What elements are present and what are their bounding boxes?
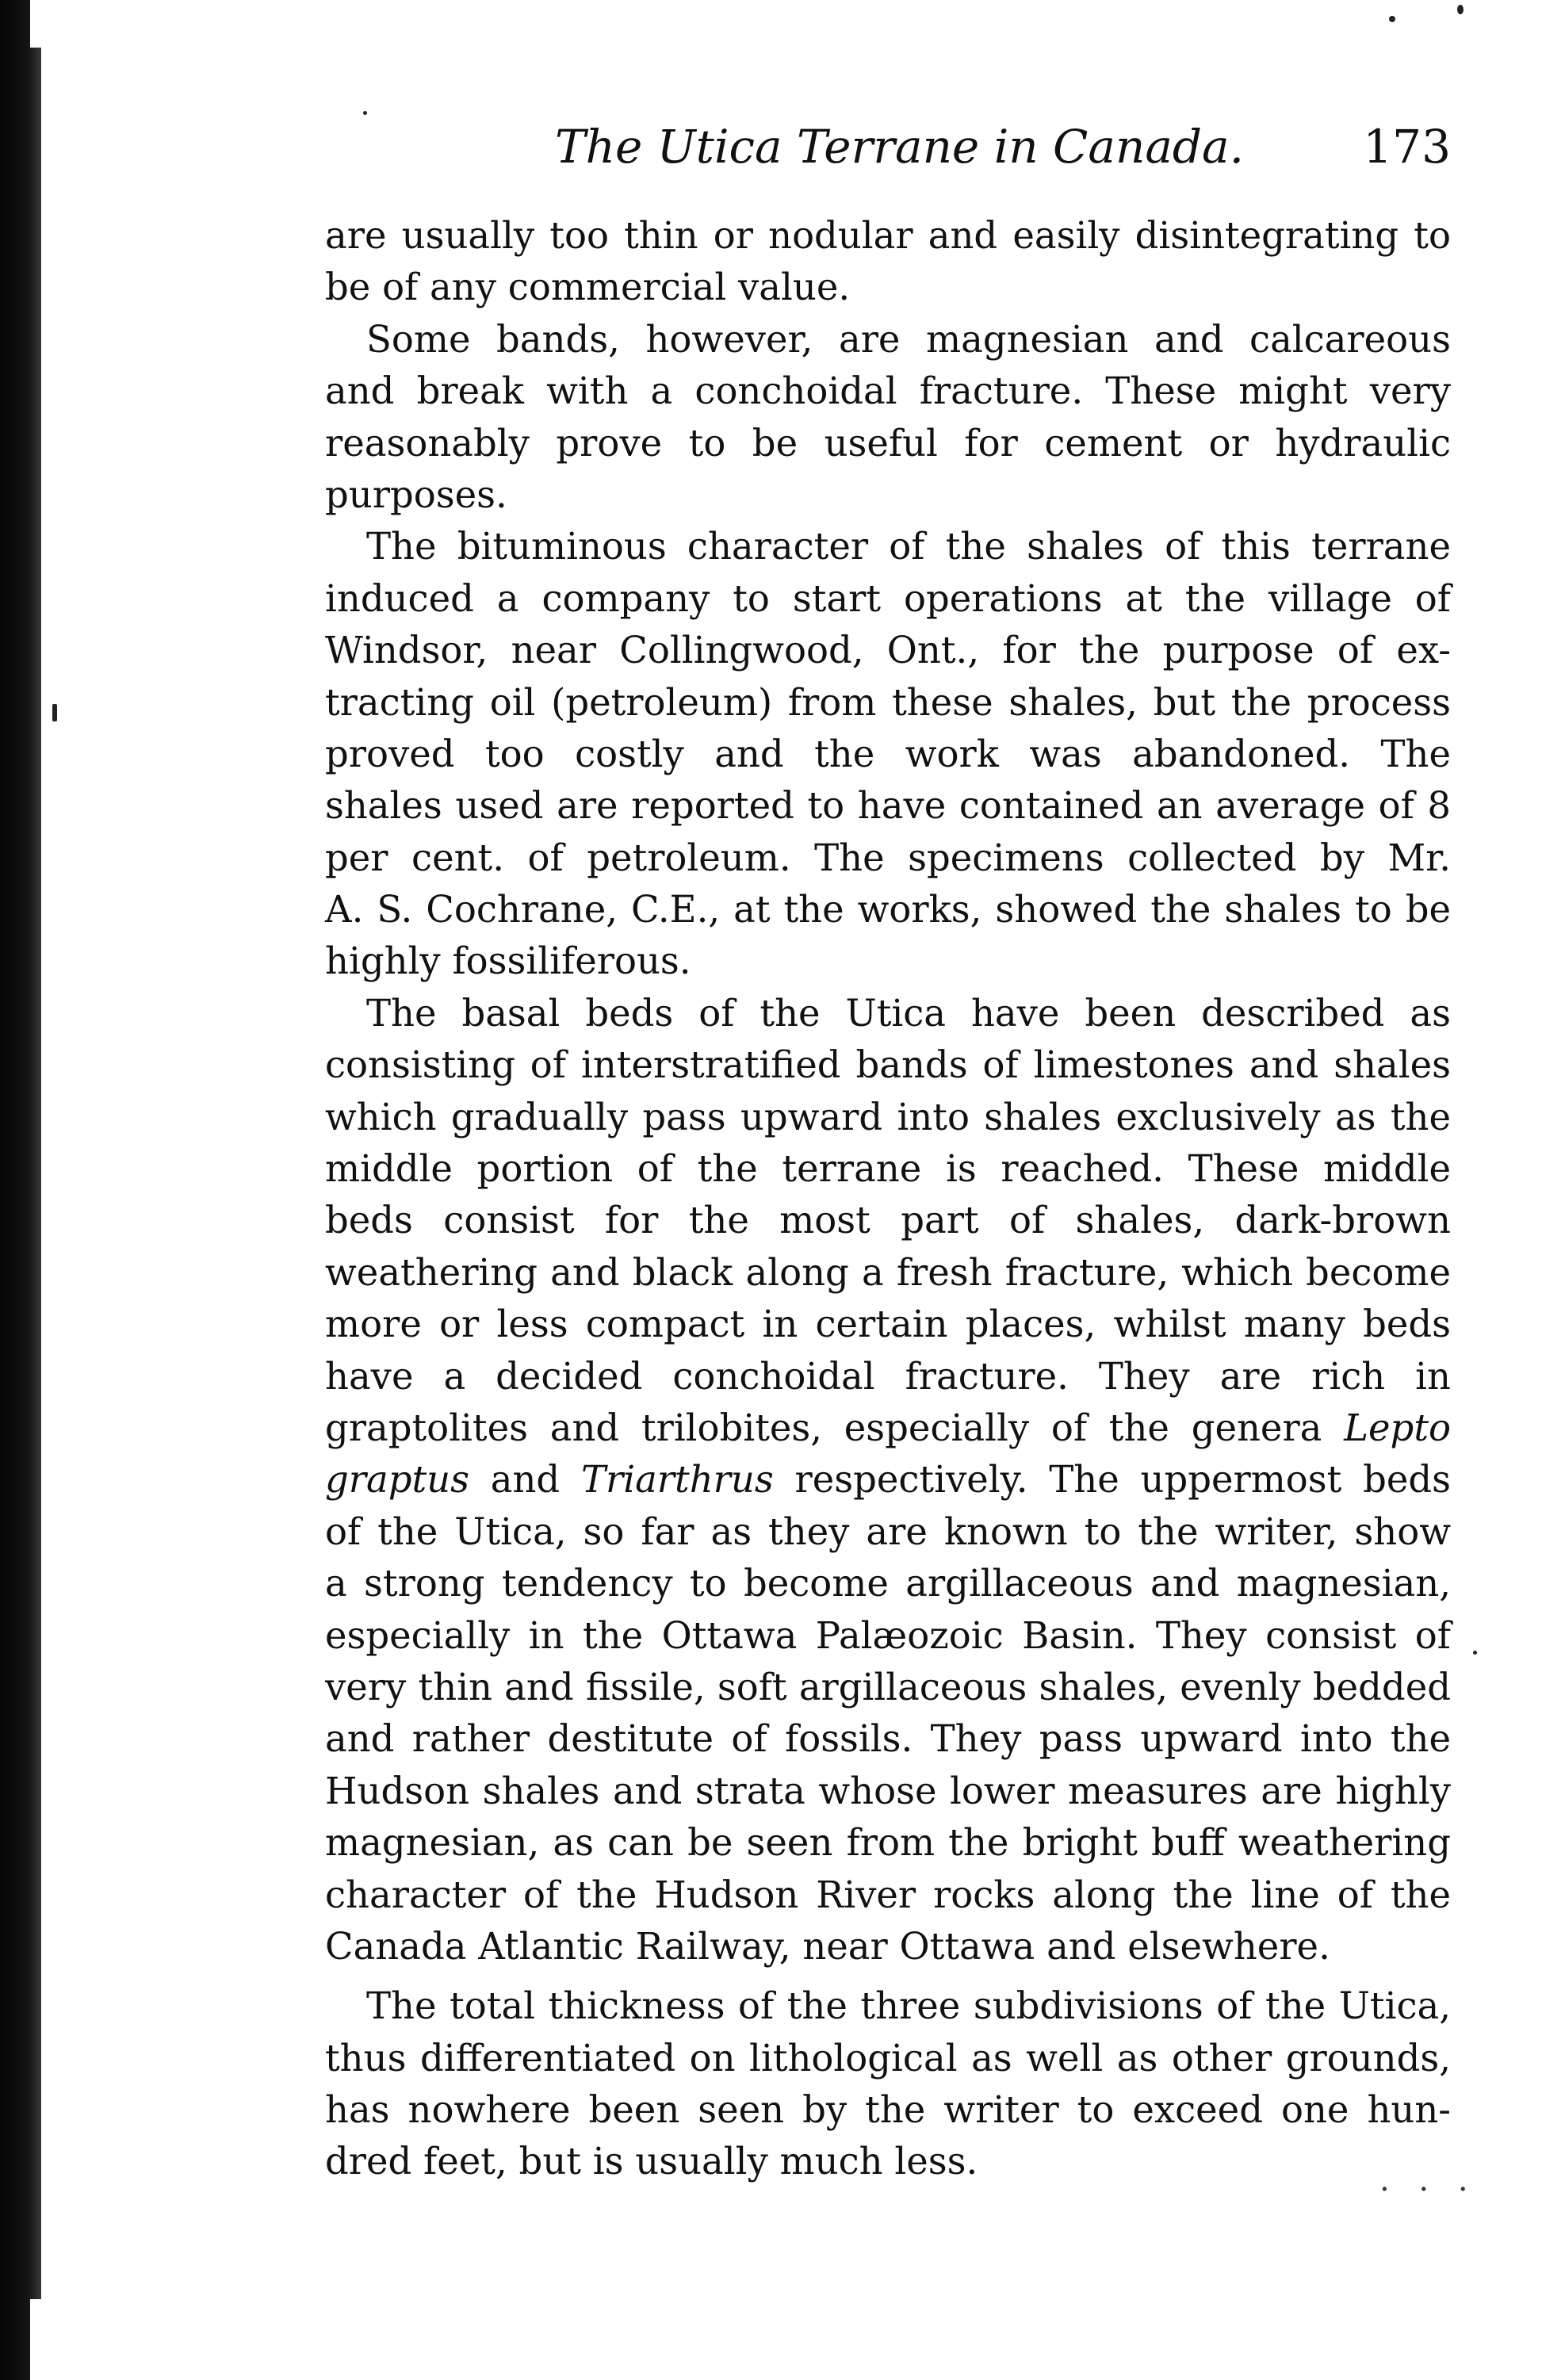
text-line: dred feet, but is usually much less. — [325, 2140, 978, 2183]
text-line: and rather destitute of fossils. They pass upward into the — [325, 1717, 1451, 1761]
page-number: 173 — [1363, 120, 1451, 174]
text-line: Windsor, near Collingwood, Ont., for the purpose of ex- — [325, 629, 1451, 672]
text-line: reasonably prove to be useful for cement or hydraulic — [325, 421, 1451, 465]
text-line: induced a company to start operations at the village of — [325, 576, 1451, 620]
text-line: and break with a conchoidal fracture. These might very — [325, 369, 1451, 413]
text-line: thus differentiated on lithological as well as other grounds, — [325, 2036, 1451, 2080]
text-line: a strong tendency to become argillaceous and magnesian, — [325, 1562, 1451, 1605]
text-line: per cent. of petroleum. The specimens collected by Mr. — [325, 836, 1451, 879]
text-line-with-genus — [325, 1402, 1451, 1454]
paragraph — [325, 1980, 1451, 2188]
text-line-with-genus — [325, 1454, 1451, 1506]
text-line: The bituminous character of the shales of this terrane — [366, 525, 1451, 568]
end-mark: . . . — [1379, 2162, 1478, 2198]
text-line: be of any commercial value. — [325, 266, 851, 309]
text-line: beds consist for the most part of shales, dark-brown — [325, 1199, 1451, 1242]
paragraph — [325, 314, 1451, 522]
text-fragment: graptolites and trilobites, especially of the genera — [325, 1406, 1322, 1449]
running-head — [325, 111, 1451, 182]
text-line: very thin and fissile, soft argillaceous shales, evenly bedded — [325, 1665, 1451, 1708]
text-line: proved too costly and the work was abandoned. The — [325, 732, 1451, 775]
text-line: are usually too thin or nodular and easily disintegrating to — [325, 214, 1451, 257]
text-line: weathering and black along a fresh fracture, which become — [325, 1250, 1451, 1294]
text-line: have a decided conchoidal fracture. They are rich in — [325, 1354, 1451, 1398]
scan-speck — [1473, 1651, 1477, 1655]
scan-speck — [52, 704, 57, 721]
scan-speck — [1389, 16, 1395, 22]
text-line: The total thickness of the three subdivisions of the Utica, — [366, 1984, 1451, 2028]
genus-name: graptus — [325, 1458, 469, 1502]
text-line: Some bands, however, are magnesian and calcareous — [366, 317, 1451, 361]
text-line: The basal beds of the Utica have been described as — [366, 991, 1451, 1035]
text-line: Canada Atlantic Railway, near Ottawa and elsewhere. — [325, 1924, 1330, 1968]
text-line: more or less compact in certain places, whilst many beds — [325, 1303, 1451, 1346]
text-line: shales used are reported to have contained an average of 8 — [325, 784, 1451, 828]
text-line: highly fossiliferous. — [325, 939, 691, 983]
page-binding-edge — [0, 0, 41, 2380]
text-line: has nowhere been seen by the writer to exceed one hun- — [325, 2088, 1451, 2132]
text-line: magnesian, as can be seen from the bright buff weathering — [325, 1821, 1451, 1865]
text-line: middle portion of the terrane is reached. These middle — [325, 1147, 1451, 1191]
paragraph-gap — [325, 1972, 1451, 1980]
scan-speck — [1457, 5, 1464, 14]
text-line: tracting oil (petroleum) from these shales, but the process — [325, 680, 1451, 724]
genus-name: Triarthrus — [580, 1458, 774, 1502]
genus-name: Lepto — [1344, 1406, 1452, 1449]
text-line: which gradually pass upward into shales exclusively as the — [325, 1095, 1451, 1138]
text-line: Hudson shales and strata whose lower measures are highly — [325, 1769, 1451, 1812]
binding-edge-nick — [30, 2299, 41, 2380]
text-fragment: respectively. The uppermost beds — [794, 1458, 1452, 1502]
body-text — [325, 210, 1451, 2188]
text-line: purposes. — [325, 473, 507, 516]
text-line: character of the Hudson River rocks along the line of the — [325, 1873, 1451, 1916]
text-line: A. S. Cochrane, C.E., at the works, showed the shales to be — [325, 888, 1451, 932]
running-title: The Utica Terrane in Canada. — [555, 120, 1245, 174]
text-line: of the Utica, so far as they are known to the writer, show — [325, 1510, 1451, 1553]
text-fragment: and — [490, 1458, 561, 1502]
text-line: especially in the Ottawa Palæozoic Basin. They consist of — [325, 1613, 1451, 1657]
paragraph — [325, 988, 1451, 1972]
paragraph — [325, 521, 1451, 988]
binding-edge-nick — [30, 0, 41, 48]
text-line: consisting of interstratified bands of limestones and shales — [325, 1043, 1451, 1087]
paragraph — [325, 210, 1451, 314]
